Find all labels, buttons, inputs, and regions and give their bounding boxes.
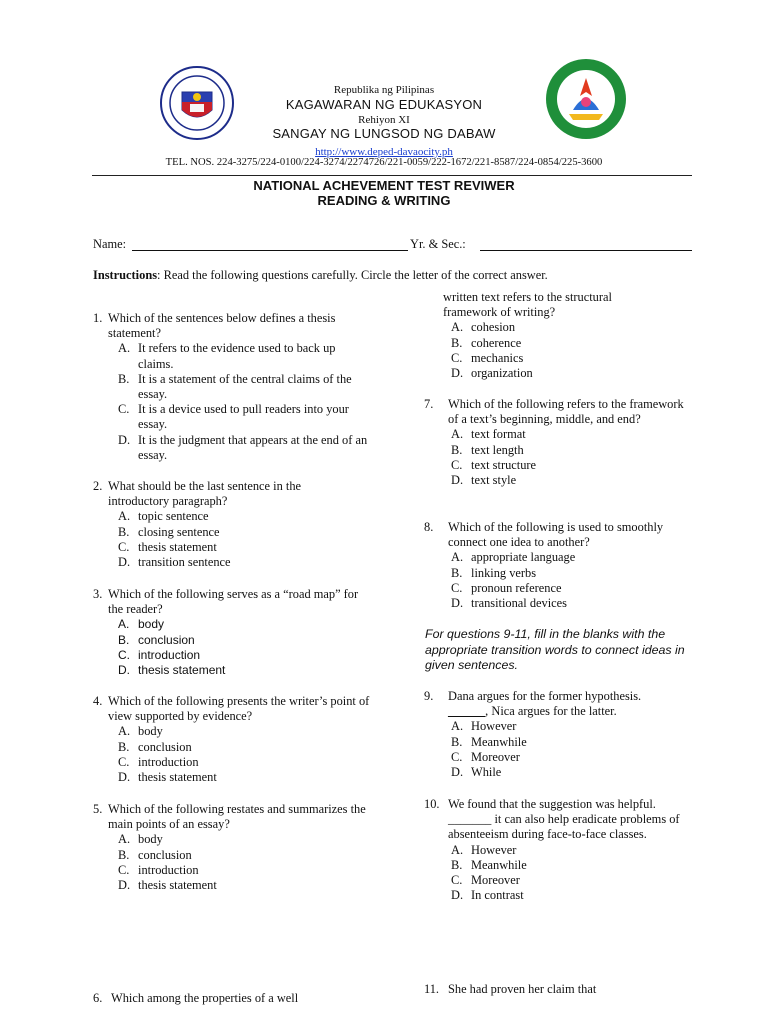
question-stem-part-1: Dana argues for the former hypothesis. — [448, 689, 642, 703]
option-b[interactable]: B. conclusion — [118, 739, 192, 754]
question-number: 3. — [93, 587, 103, 601]
option-b[interactable]: B. linking verbs — [451, 565, 537, 580]
region-line: Rehiyon XI — [358, 114, 410, 126]
option-a[interactable]: A. text format — [451, 427, 526, 442]
option-b[interactable]: B. conclusion — [118, 847, 192, 862]
question-stem: She had proven her claim that — [448, 982, 597, 996]
question-3 — [93, 587, 378, 678]
option-c[interactable]: C. It is a device used to pull readers into your essay. — [118, 402, 349, 432]
question-stem: What should be the last sentence in the introductory paragraph? — [108, 479, 302, 509]
option-b[interactable]: B. closing sentence — [118, 524, 220, 539]
section-label: Yr. & Sec.: — [410, 237, 466, 251]
option-d[interactable]: D. text style — [451, 473, 517, 488]
question-stem: Which of the sentences below defines a thesis statement? — [108, 311, 336, 341]
name-field[interactable] — [132, 250, 408, 251]
question-2 — [93, 479, 378, 570]
question-number: 5. — [93, 802, 103, 816]
instructions-label: Instructions — [93, 268, 158, 282]
question-6-start — [93, 991, 383, 1006]
option-d[interactable]: D. thesis statement — [118, 878, 217, 893]
test-subject: READING & WRITING — [317, 193, 451, 208]
option-c[interactable]: C. thesis statement — [118, 539, 217, 554]
question-8 — [424, 520, 704, 611]
telephone-numbers: TEL. NOS. 224-3275/224-0100/224-3274/2274726/221-0059/222-1672/221-8587/224-0854/225-3600 — [165, 157, 603, 168]
question-10 — [424, 797, 704, 903]
question-4 — [93, 694, 378, 785]
question-stem: Which of the following refers to the framework of a text’s beginning, middle, and end? — [448, 397, 684, 427]
question-number: 6. — [93, 991, 103, 1005]
option-a[interactable]: A. appropriate language — [451, 550, 576, 565]
question-stem: Which among the properties of a well — [111, 991, 299, 1005]
option-a[interactable]: A. topic sentence — [118, 509, 209, 524]
question-stem-part-2: , Nica argues for the latter. — [485, 704, 617, 719]
question-stem: Which of the following presents the writer’s point of view supported by evidence? — [108, 694, 370, 724]
question-stem: Which of the following is used to smoothly connect one idea to another? — [448, 520, 664, 550]
question-5 — [93, 802, 378, 893]
davao-division-logo — [545, 58, 627, 140]
name-row — [93, 237, 126, 252]
header-divider — [92, 175, 692, 176]
question-stem: Which of the following restates and summarizes the main points of an essay? — [108, 802, 366, 832]
question-number: 9. — [424, 689, 434, 703]
option-d[interactable]: D. transition sentence — [118, 555, 231, 570]
question-11 — [424, 982, 704, 997]
question-number: 8. — [424, 520, 434, 534]
department-name: KAGAWARAN NG EDUKASYON — [285, 97, 483, 112]
option-a[interactable]: A. It refers to the evidence used to back up claims. — [118, 341, 336, 371]
davao-division-seal-icon — [545, 58, 627, 140]
republic-line: Republika ng Pilipinas — [333, 84, 435, 96]
option-d[interactable]: D. It is the judgment that appears at the end of an essay. — [118, 432, 368, 462]
option-d[interactable]: D. thesis statement — [118, 663, 226, 678]
test-title: NATIONAL ACHEVEMENT TEST REVIWER — [253, 178, 515, 193]
option-c[interactable]: C. mechanics — [451, 350, 524, 365]
option-a[interactable]: A. However — [451, 719, 517, 734]
option-a[interactable]: A. body — [118, 832, 163, 847]
website-link[interactable]: http://www.deped-davaocity.ph — [315, 146, 453, 158]
option-d[interactable]: D. organization — [451, 366, 533, 381]
option-b[interactable]: B. It is a statement of the central claims of the essay. — [118, 371, 352, 402]
instructions-text: : Read the following questions carefully. Circle the letter of the correct answer. — [157, 268, 548, 282]
option-c[interactable]: C. Moreover — [451, 749, 520, 764]
option-a[interactable]: A. However — [451, 842, 517, 857]
section-field[interactable] — [480, 250, 692, 251]
name-label: Name: — [93, 237, 127, 251]
division-name: SANGAY NG LUNGSOD NG DABAW — [272, 126, 496, 141]
option-b[interactable]: B. conclusion — [118, 632, 195, 647]
question-number: 10. — [424, 797, 440, 811]
option-a[interactable]: A. cohesion — [451, 320, 516, 335]
option-d[interactable]: D. thesis statement — [118, 770, 217, 785]
option-c[interactable]: C. pronoun reference — [451, 580, 562, 595]
question-stem: We found that the suggestion was helpful. _______ it can also help eradicate problems of absenteeism during face-to-face classes. — [448, 797, 680, 842]
option-c[interactable]: C. introduction — [118, 754, 199, 769]
instructions — [93, 268, 548, 283]
option-b[interactable]: B. coherence — [451, 335, 522, 350]
question-number: 11. — [424, 982, 440, 996]
option-a[interactable]: A. body — [118, 617, 165, 632]
question-9 — [424, 689, 704, 780]
answer-blank[interactable]: ______ — [448, 704, 486, 719]
option-c[interactable]: C. introduction — [118, 862, 199, 877]
option-c[interactable]: C. text structure — [451, 457, 537, 472]
option-d[interactable]: D. In contrast — [451, 888, 524, 903]
option-d[interactable]: D. While — [451, 765, 502, 780]
question-number: 2. — [93, 479, 103, 493]
option-a[interactable]: A. body — [118, 724, 163, 739]
question-1 — [93, 311, 378, 463]
question-stem: Which of the following serves as a “road map” for the reader? — [108, 587, 359, 617]
question-6-continued — [443, 290, 703, 381]
question-number: 7. — [424, 397, 434, 411]
question-7 — [424, 397, 704, 488]
question-stem-continued: written text refers to the structural framework of writing? — [443, 290, 612, 320]
option-b[interactable]: B. text length — [451, 442, 524, 457]
option-d[interactable]: D. transitional devices — [451, 596, 567, 611]
option-c[interactable]: C. introduction — [118, 647, 201, 662]
option-c[interactable]: C. Moreover — [451, 873, 520, 888]
question-number: 4. — [93, 694, 103, 708]
question-number: 1. — [93, 311, 103, 325]
fill-in-instructions: For questions 9-11, fill in the blanks with the appropriate transition words to connect ideas in given sentences. — [425, 627, 685, 672]
option-b[interactable]: B. Meanwhile — [451, 857, 527, 872]
option-b[interactable]: B. Meanwhile — [451, 734, 527, 749]
